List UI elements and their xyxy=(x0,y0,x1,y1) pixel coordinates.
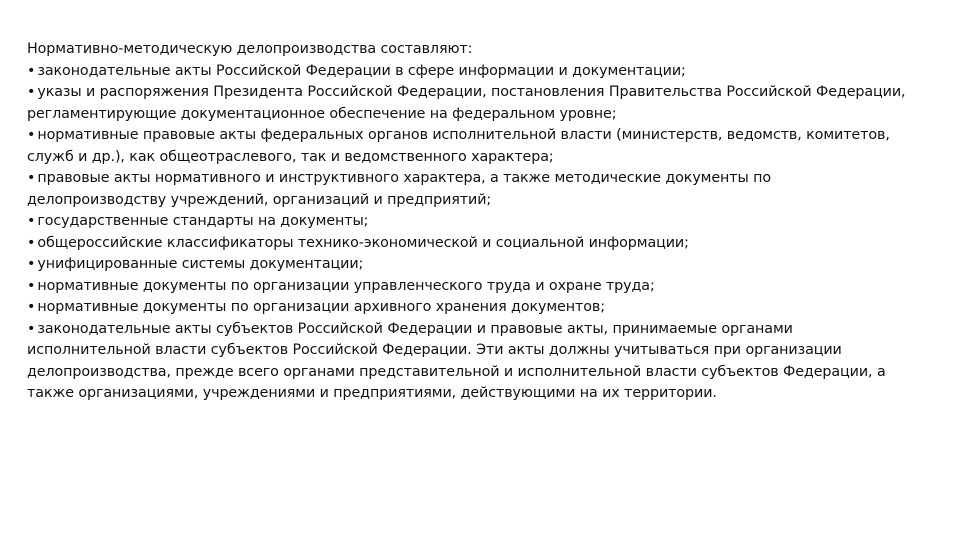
bullet-text: также организациями, учреждениями и предприятиями, действующими на их территории. xyxy=(27,385,717,401)
bullet-icon: • xyxy=(27,170,36,186)
bullet-item-first-line xyxy=(27,82,932,104)
bullet-text: правовые акты нормативного и инструктивного характера, а также методические документы по xyxy=(37,170,772,186)
bullet-text: исполнительной власти субъектов Российской Федерации. Эти акты должны учитываться при организации xyxy=(27,342,842,358)
bullet-text: служб и др.), как общеотраслевого, так и ведомственного характера; xyxy=(27,148,554,165)
bullet-item-continuation-line xyxy=(27,147,932,169)
bullet-text: нормативные документы по организации архивного хранения документов; xyxy=(37,299,605,315)
bullet-item xyxy=(27,276,932,298)
bullet-item-first-line xyxy=(27,276,932,298)
bullet-icon: • xyxy=(27,127,36,143)
bullet-item-continuation-line xyxy=(27,340,932,362)
bullet-item xyxy=(27,168,932,211)
bullet-item-first-line xyxy=(27,254,932,276)
text-body xyxy=(27,39,932,405)
bullet-text: делопроизводству учреждений, организаций и предприятий; xyxy=(27,191,492,208)
bullet-item xyxy=(27,254,932,276)
bullet-text: нормативные документы по организации управленческого труда и охране труда; xyxy=(37,277,655,294)
bullet-text: законодательные акты субъектов Российской Федерации и правовые акты, принимаемые органами xyxy=(37,320,793,337)
bullet-text: законодательные акты Российской Федерации в сфере информации и документации; xyxy=(37,62,686,79)
bullet-item xyxy=(27,82,932,125)
bullet-item-first-line xyxy=(27,125,932,147)
bullet-item-first-line xyxy=(27,319,932,341)
bullet-item-first-line xyxy=(27,233,932,255)
bullet-list xyxy=(27,61,932,405)
bullet-item-first-line xyxy=(27,297,932,319)
bullet-text: нормативные правовые акты федеральных органов исполнительной власти (министерств, ведомств, комитетов, xyxy=(37,127,890,143)
bullet-icon: • xyxy=(27,256,36,272)
bullet-icon: • xyxy=(27,320,36,337)
intro-line: Нормативно-методическую делопроизводства составляют: xyxy=(27,41,473,57)
bullet-item xyxy=(27,211,932,233)
bullet-text: регламентирующие документационное обеспечение на федеральном уровне; xyxy=(27,105,617,122)
bullet-item xyxy=(27,297,932,319)
bullet-icon: • xyxy=(27,84,36,100)
bullet-icon: • xyxy=(27,213,36,229)
bullet-icon: • xyxy=(27,62,36,79)
bullet-item-first-line xyxy=(27,211,932,233)
bullet-icon: • xyxy=(27,277,36,294)
bullet-item-continuation-line xyxy=(27,190,932,212)
bullet-text: общероссийские классификаторы технико-экономической и социальной информации; xyxy=(37,234,689,251)
bullet-text: указы и распоряжения Президента Российской Федерации, постановления Правительства Российской Федерации, xyxy=(37,84,906,100)
bullet-item-first-line xyxy=(27,61,932,83)
bullet-text: государственные стандарты на документы; xyxy=(37,213,369,229)
bullet-item-continuation-line xyxy=(27,383,932,405)
bullet-item xyxy=(27,319,932,405)
bullet-text: унифицированные системы документации; xyxy=(37,256,364,272)
bullet-item xyxy=(27,61,932,83)
bullet-item-first-line xyxy=(27,168,932,190)
bullet-item-continuation-line xyxy=(27,362,932,384)
bullet-item xyxy=(27,125,932,168)
bullet-item xyxy=(27,233,932,255)
bullet-text: делопроизводства, прежде всего органами представительной и исполнительной власти субъектов Федерации, а xyxy=(27,363,886,380)
bullet-icon: • xyxy=(27,234,36,251)
bullet-icon: • xyxy=(27,299,36,315)
bullet-item-continuation-line xyxy=(27,104,932,126)
